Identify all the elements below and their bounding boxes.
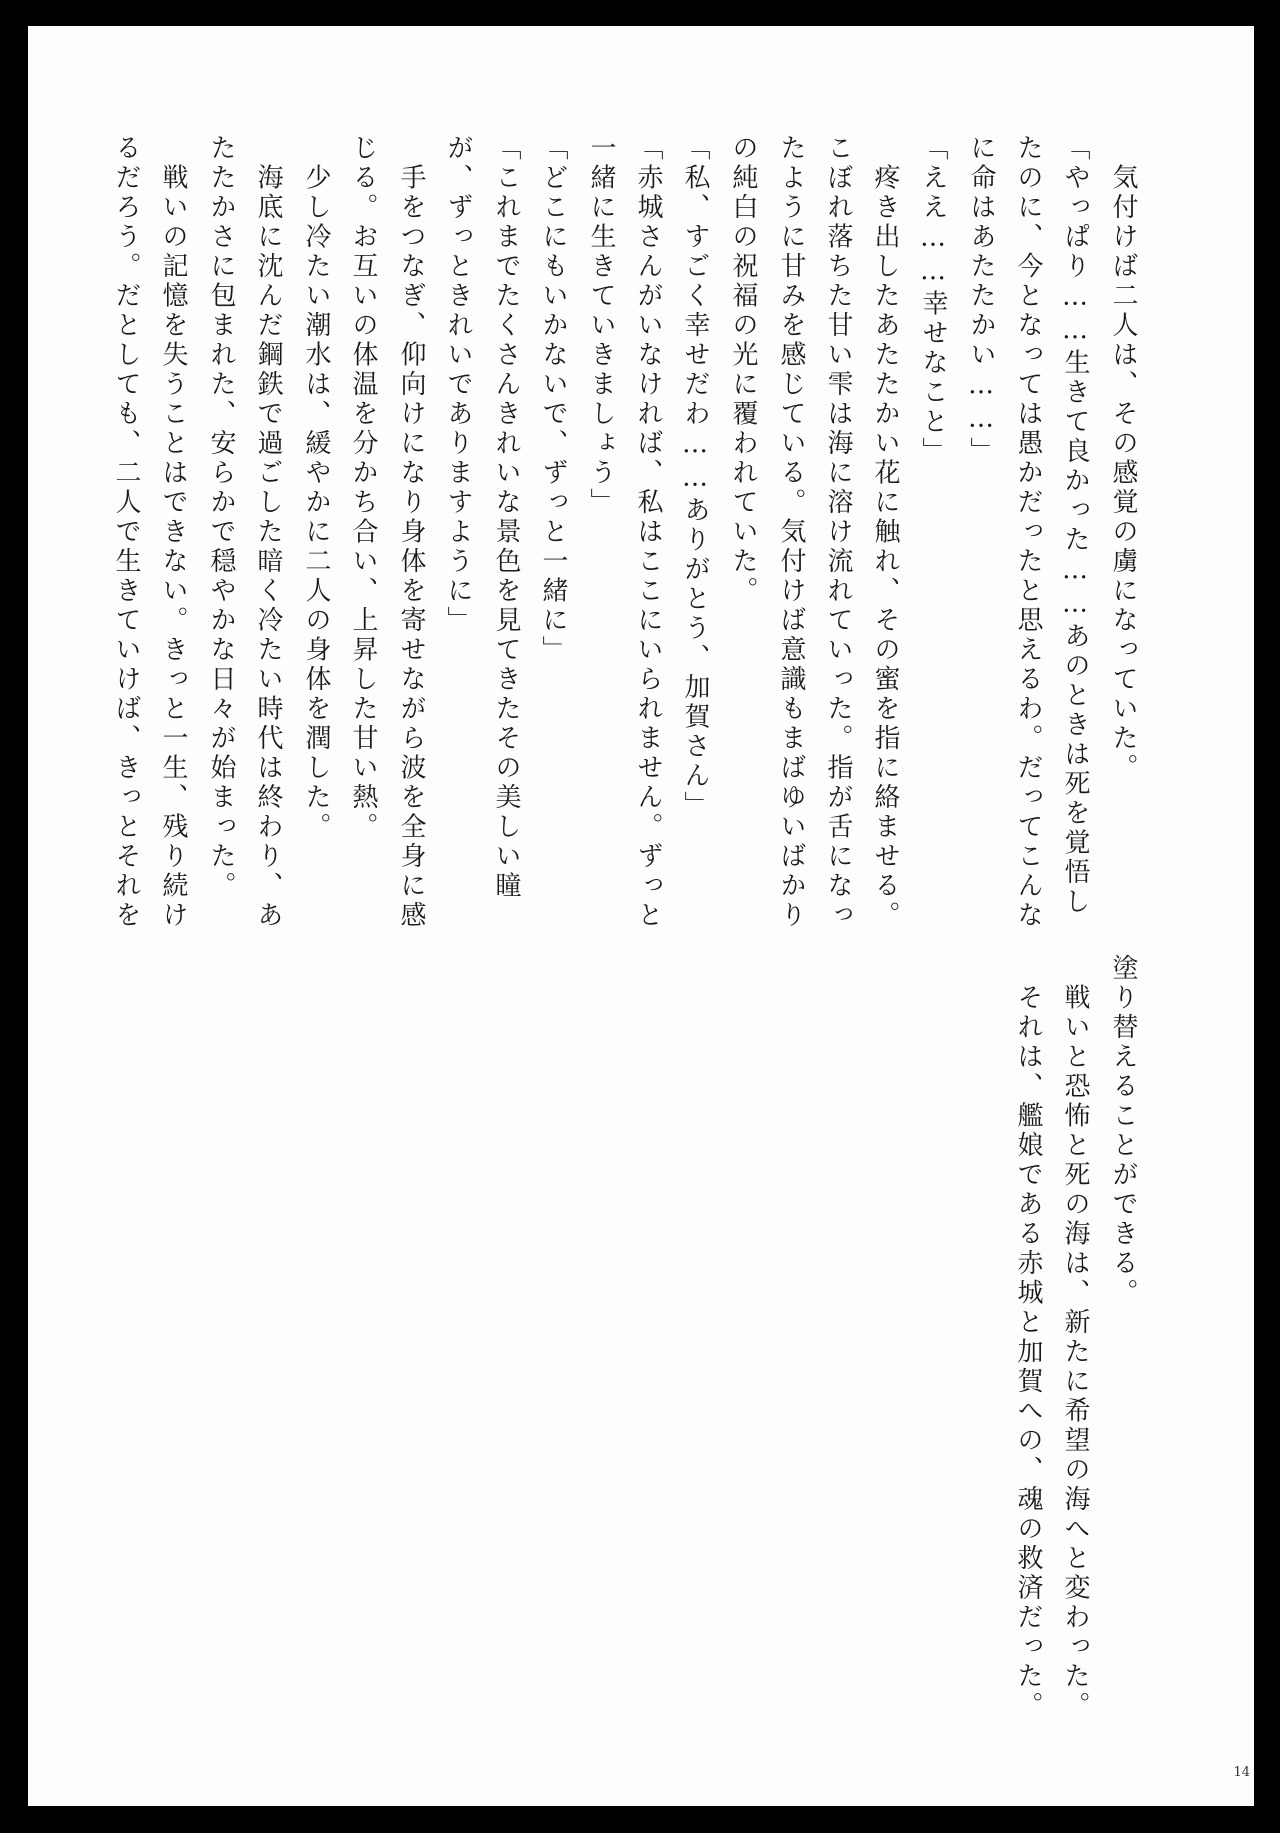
text-column: 「赤城さんがいなければ、私はここにいられません。ずっと (633, 134, 663, 931)
text-column: 「やっぱり……生きて良かった……あのときは死を覚悟し (1060, 134, 1090, 917)
text-column: 塗り替えることができる。 (1108, 954, 1138, 1308)
text-column: それは、艦娘である赤城と加賀への、魂の救済だった。 (1013, 954, 1043, 1721)
text-column: 戦いの記憶を失うことはできない。きっと一生、残り続け (158, 134, 188, 931)
text-column: るだろう。だとしても、二人で生きていけば、きっとそれを (111, 134, 141, 931)
text-column: 戦いと恐怖と死の海は、新たに希望の海へと変わった。 (1060, 954, 1090, 1721)
text-column: じる。お互いの体温を分かち合い、上昇した甘い熱。 (348, 134, 378, 842)
text-column: 疼き出したあたたかい花に触れ、その蜜を指に絡ませる。 (870, 134, 900, 931)
text-column: 少し冷たい潮水は、緩やかに二人の身体を潤した。 (301, 134, 331, 842)
text-column: 一緒に生きていきましょう」 (586, 134, 616, 518)
text-column: 海底に沈んだ鋼鉄で過ごした暗く冷たい時代は終わり、あ (253, 134, 283, 931)
text-column: こぼれ落ちた甘い雫は海に溶け流れていった。指が舌になっ (823, 134, 853, 931)
text-column: が、ずっときれいでありますように」 (443, 134, 473, 636)
text-column: 「どこにもいかないで、ずっと一緒に」 (538, 134, 568, 665)
page-number: 14 (1233, 1765, 1250, 1780)
text-column: たたかさに包まれた、安らかで穏やかな日々が始まった。 (206, 134, 236, 901)
text-column: に命はあたたかい……」 (966, 134, 996, 467)
text-column: の純白の祝福の光に覆われていた。 (728, 134, 758, 606)
text-column: 気付けば二人は、その感覚の虜になっていた。 (1108, 134, 1138, 783)
text-column: たのに、今となっては愚かだったと思えるわ。だってこんな (1013, 134, 1043, 931)
manuscript-page (28, 26, 1254, 1806)
text-column: 「ええ……幸せなこと」 (918, 134, 948, 467)
text-column: たように甘みを感じている。気付けば意識もまばゆいばかり (776, 134, 806, 931)
text-column: 手をつなぎ、仰向けになり身体を寄せながら波を全身に感 (396, 134, 426, 931)
text-column: 「私、すごく幸せだわ……ありがとう、加賀さん」 (680, 134, 710, 821)
text-column: 「これまでたくさんきれいな景色を見てきたその美しい瞳 (491, 134, 521, 901)
